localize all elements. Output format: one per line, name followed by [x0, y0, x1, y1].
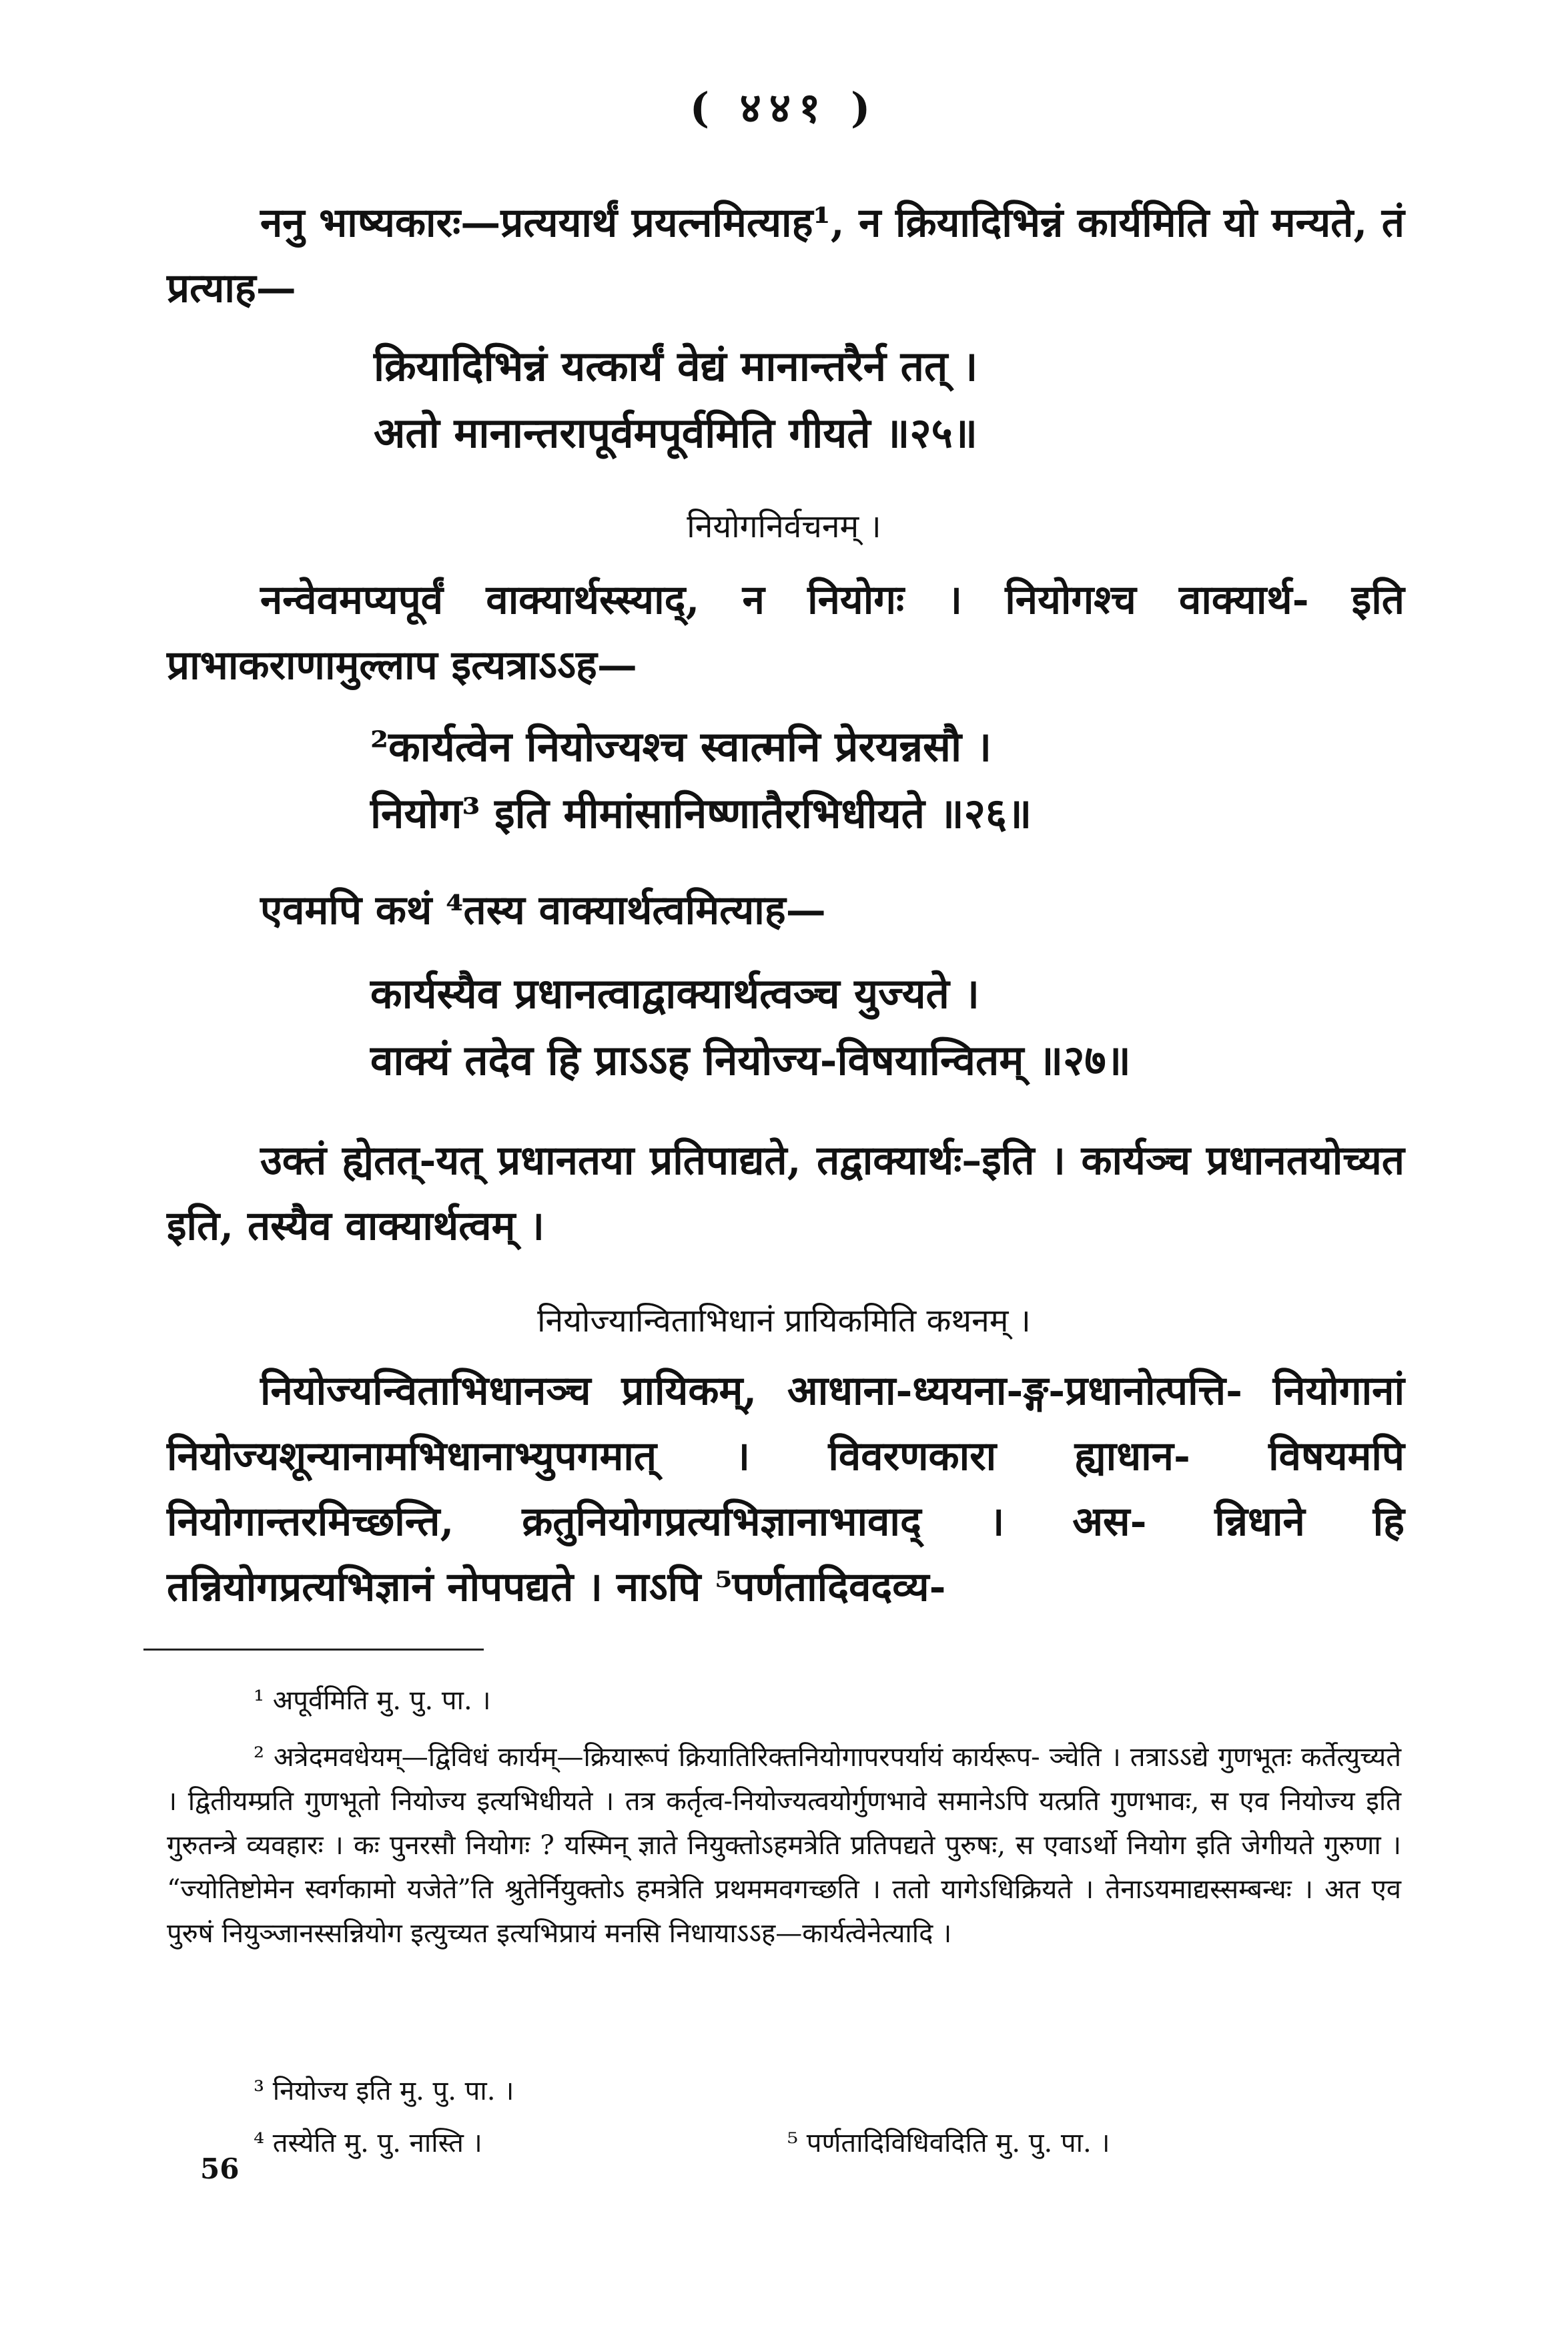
paragraph-1: ननु भाष्यकारः—प्रत्ययार्थं प्रयत्नमित्याह¹, न क्रियादिभिन्नं कार्यमिति यो मन्यते, तं प्रत्याह— — [167, 200, 1405, 312]
footnote-3: ³ नियोज्य इति मु. पु. पा. । — [254, 2076, 514, 2106]
verse-25-line-1: क्रियादिभिन्नं यत्कार्यं वेद्यं मानान्तरैर्न तत् । — [374, 342, 978, 390]
section-heading-niyoga: नियोगनिर्वचनम् । — [687, 508, 881, 545]
paragraph-3: एवमपि कथं ⁴तस्य वाक्यार्थत्वमित्याह— — [260, 887, 826, 934]
verse-25-line-2: अतो मानान्तरापूर्वमपूर्वमिति गीयते ॥२५॥ — [374, 408, 977, 457]
footnote-4: ⁴ तस्येति मु. पु. नास्ति । — [254, 2128, 482, 2158]
footnote-5: ⁵ पर्णतादिविधिवदिति मु. पु. पा. । — [787, 2128, 1110, 2158]
footnote-rule — [143, 1649, 484, 1651]
folio-number: 56 — [200, 2152, 240, 2185]
paragraph-4: उक्तं ह्येतत्-यत् प्रधानतया प्रतिपाद्यते, तद्वाक्यार्थः–इति । कार्यञ्च प्रधानतयोच्यत इति, तस्यैव वाक्यार्थत्वम् । — [167, 1137, 1405, 1249]
verse-27-line-2: वाक्यं तदेव हि प्राऽऽह नियोज्य-विषयान्वितम् ॥२७॥ — [370, 1036, 1131, 1085]
verse-26-line-1: ²कार्यत्वेन नियोज्यश्च स्वात्मनि प्रेरयन्नसौ । — [370, 722, 992, 771]
verse-26-line-2: नियोग³ इति मीमांसानिष्णातैरभिधीयते ॥२६॥ — [370, 789, 1032, 838]
section-heading-niyojya: नियोज्यान्विताभिधानं प्रायिकमिति कथनम् । — [537, 1302, 1031, 1340]
footnote-2: ² अत्रेदमवधेयम्—द्विविधं कार्यम्—क्रियारूपं क्रियातिरिक्तनियोगापरपर्यायं कार्यरूप- ञ्चेति । तत्राऽऽद्ये गुणभूतः कर्तेत्युच्यते । द्वितीयम्प्रति गुणभूतो नियोज्य इत्यभिधीयते । तत्र कर्तृत्व-नियोज्यत्वयोर्गुणभावे समानेऽपि यत्प्रति गुणभावः, स एव नियोज्य इति गुरुतन्त्रे व्यवहारः । कः पुनरसौ नियोगः ? यस्मिन् ज्ञाते नियुक्तोऽहमत्रेति प्रतिपद्यते पुरुषः, स एवाऽर्थो नियोग इति जेगीयते गुरुणा । “ज्योतिष्टोमेन स्वर्गकामो यजेते”ति श्रुतेर्नियुक्तोऽ हमत्रेति प्रथममवगच्छति । ततो यागेऽधिक्रियते । तेनाऽयमाद्यस्सम्बन्धः । अत एव पुरुषं नियुञ्जानस्सन्नियोग इत्युच्यत इत्यभिप्रायं मनसि निधायाऽऽह—कार्यत्वेनेत्यादि । — [167, 1742, 1401, 1949]
paragraph-5: नियोज्यन्विताभिधानञ्च प्रायिकम्, आधाना-ध्ययना-ङ्ग-प्रधानोत्पत्ति- नियोगानां नियोज्यशून्यानामभिधानाभ्युपगमात् । विवरणकारा ह्याधान- विषयमपि नियोगान्तरमिच्छन्ति, क्रतुनियोगप्रत्यभिज्ञानाभावाद् । अस- न्निधाने हि तन्नियोगप्रत्यभिज्ञानं नोपपद्यते । नाऽपि ⁵पर्णतादिवदव्य- — [167, 1368, 1405, 1611]
verse-27-line-1: कार्यस्यैव प्रधानत्वाद्वाक्यार्थत्वञ्च युज्यते । — [370, 969, 979, 1018]
footnote-1: ¹ अपूर्वमिति मु. पु. पा. । — [254, 1685, 491, 1716]
paragraph-2: नन्वेवमप्यपूर्वं वाक्यार्थस्स्याद्, न नियोगः । नियोगश्च वाक्यार्थ- इति प्राभाकराणामुल्लाप इत्यत्राऽऽह— — [167, 577, 1405, 689]
page-number: ( ४४१ ) — [689, 83, 879, 132]
